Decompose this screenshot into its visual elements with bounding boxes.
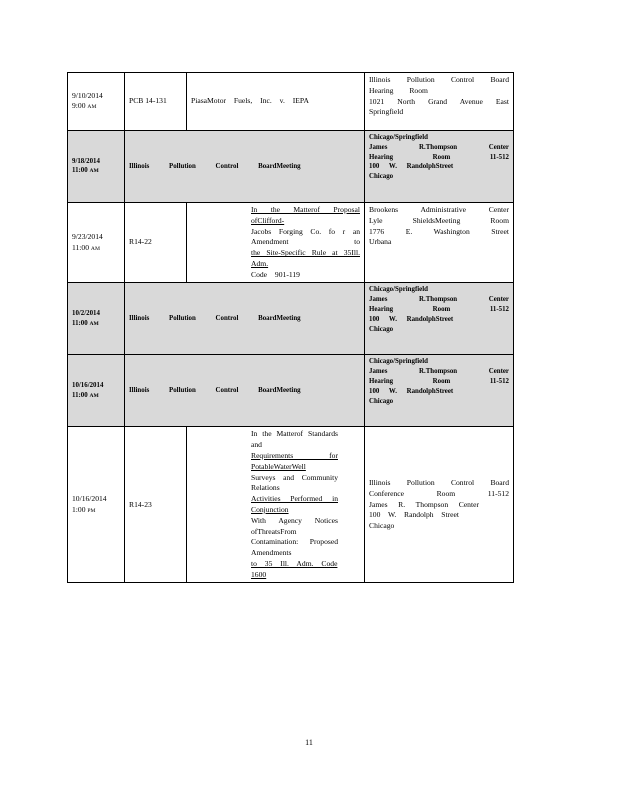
date-cell (68, 427, 125, 583)
date-cell (68, 203, 125, 283)
meeting-ampm: AM (89, 392, 99, 399)
description-line: Contamination: Proposed Amendments (251, 537, 338, 558)
location-line: Illinois Pollution Control Board (369, 477, 509, 487)
location-line: Springfield (369, 107, 404, 117)
meeting-ampm: AM (90, 245, 100, 252)
location-line: Chicago (369, 325, 394, 333)
meeting-description: PiasaMotor Fuels, Inc. v. IEPA (191, 96, 309, 106)
description-cell (125, 355, 365, 427)
location-line: Hearing Room (369, 85, 428, 95)
location-line: Illinois Pollution Control Board (369, 75, 509, 84)
location-line: Chicago (369, 397, 394, 405)
location-line: Hearing Room 11-512 (369, 378, 509, 386)
location-line: Hearing Room 11-512 (369, 306, 509, 314)
location-line: Chicago/Springfield (369, 358, 428, 366)
table-row (68, 203, 514, 283)
item-cell (125, 73, 187, 131)
meeting-date: 9/23/2014 (72, 231, 103, 241)
date-cell (68, 283, 125, 355)
date-cell (68, 73, 125, 131)
description-line: Activities Performed in Conjunction (251, 494, 338, 514)
location-line: Urbana (369, 237, 392, 247)
case-number: R14-22 (129, 237, 152, 247)
location-line: 100 W. RandolphStreet (369, 387, 454, 395)
meeting-date: 10/16/2014 (72, 382, 104, 390)
meeting-ampm: AM (89, 168, 99, 175)
meeting-time: 11:00 (72, 319, 88, 327)
location-line: Chicago/Springfield (369, 286, 428, 294)
date-cell (68, 131, 125, 203)
table-row (68, 355, 514, 427)
location-cell (365, 73, 514, 131)
description-cell (187, 73, 365, 131)
location-line: James R.Thompson Center (369, 143, 509, 151)
location-line: Chicago (369, 521, 395, 531)
table-row (68, 73, 514, 131)
meeting-date: 9/10/2014 (72, 90, 103, 100)
location-line: 100 W. Randolph Street (369, 510, 459, 520)
meeting-date: 10/2/2014 (72, 310, 100, 318)
date-cell (68, 355, 125, 427)
table-row (68, 131, 514, 203)
description-line: to 35 Ill. Adm. Code 1600 (251, 558, 338, 579)
description-line: Surveys and Community Relations (251, 472, 338, 493)
description-line: With Agency Notices ofThreatsFrom (251, 515, 338, 536)
description-cell (187, 203, 365, 283)
meeting-time: 11:00 (72, 167, 88, 175)
item-cell (125, 203, 187, 283)
location-line: James R.Thompson Center (369, 296, 509, 304)
page-number: 11 (305, 738, 313, 747)
meeting-date: 9/18/2014 (72, 157, 100, 165)
description-cell (125, 283, 365, 355)
location-line: 1021 North Grand Avenue East (369, 96, 509, 106)
location-line: Lyle ShieldsMeeting Room (369, 215, 509, 225)
description-cell (187, 427, 365, 583)
location-line: 100 W. RandolphStreet (369, 315, 454, 323)
description-line: In the Matterof Standards and (251, 429, 338, 450)
description-line: Jacobs Forging Co. fo r an Amendment to (251, 226, 360, 247)
meeting-time: 11:00 (72, 242, 90, 252)
location-line: James R.Thompson Center (369, 368, 509, 376)
location-line: 100 W. RandolphStreet (369, 163, 454, 171)
location-line: Chicago (369, 173, 394, 181)
location-line: Conference Room 11-512 (369, 488, 509, 498)
location-cell (365, 283, 514, 355)
case-number: R14-23 (129, 499, 152, 509)
meeting-description: Illinois Pollution Control BoardMeeting (129, 162, 301, 170)
location-cell (365, 427, 514, 583)
location-line: Chicago/Springfield (369, 134, 428, 141)
table-row (68, 427, 514, 583)
hearing-schedule-table (67, 72, 514, 583)
meeting-time: 11:00 (72, 391, 88, 399)
case-number: PCB 14-131 (129, 96, 167, 106)
description-cell (125, 131, 365, 203)
location-cell (365, 131, 514, 203)
description-line: In the Matterof Proposal ofClifford- (251, 205, 360, 225)
location-line: 1776 E. Washington Street (369, 226, 509, 236)
meeting-ampm: PM (87, 507, 96, 514)
meeting-date: 10/16/2014 (72, 494, 107, 504)
item-cell (125, 427, 187, 583)
meeting-description: Illinois Pollution Control BoardMeeting (129, 387, 301, 395)
location-cell (365, 355, 514, 427)
meeting-ampm: AM (87, 104, 97, 111)
description-line: the Site-Specific Rule at 35Ill. Adm. (251, 248, 360, 268)
meeting-description: Illinois Pollution Control BoardMeeting (129, 315, 301, 323)
meeting-time: 9:00 (72, 101, 86, 111)
description-line: Code 901-119 (251, 269, 300, 279)
table-row (68, 283, 514, 355)
description-line: Requirements for PotableWaterWell (251, 451, 338, 471)
meeting-time: 1:00 (72, 504, 86, 514)
location-line: Brookens Administrative Center (369, 205, 509, 214)
location-line: James R. Thompson Center (369, 499, 479, 509)
location-line: Hearing Room 11-512 (369, 153, 509, 161)
location-cell (365, 203, 514, 283)
meeting-ampm: AM (89, 320, 99, 327)
